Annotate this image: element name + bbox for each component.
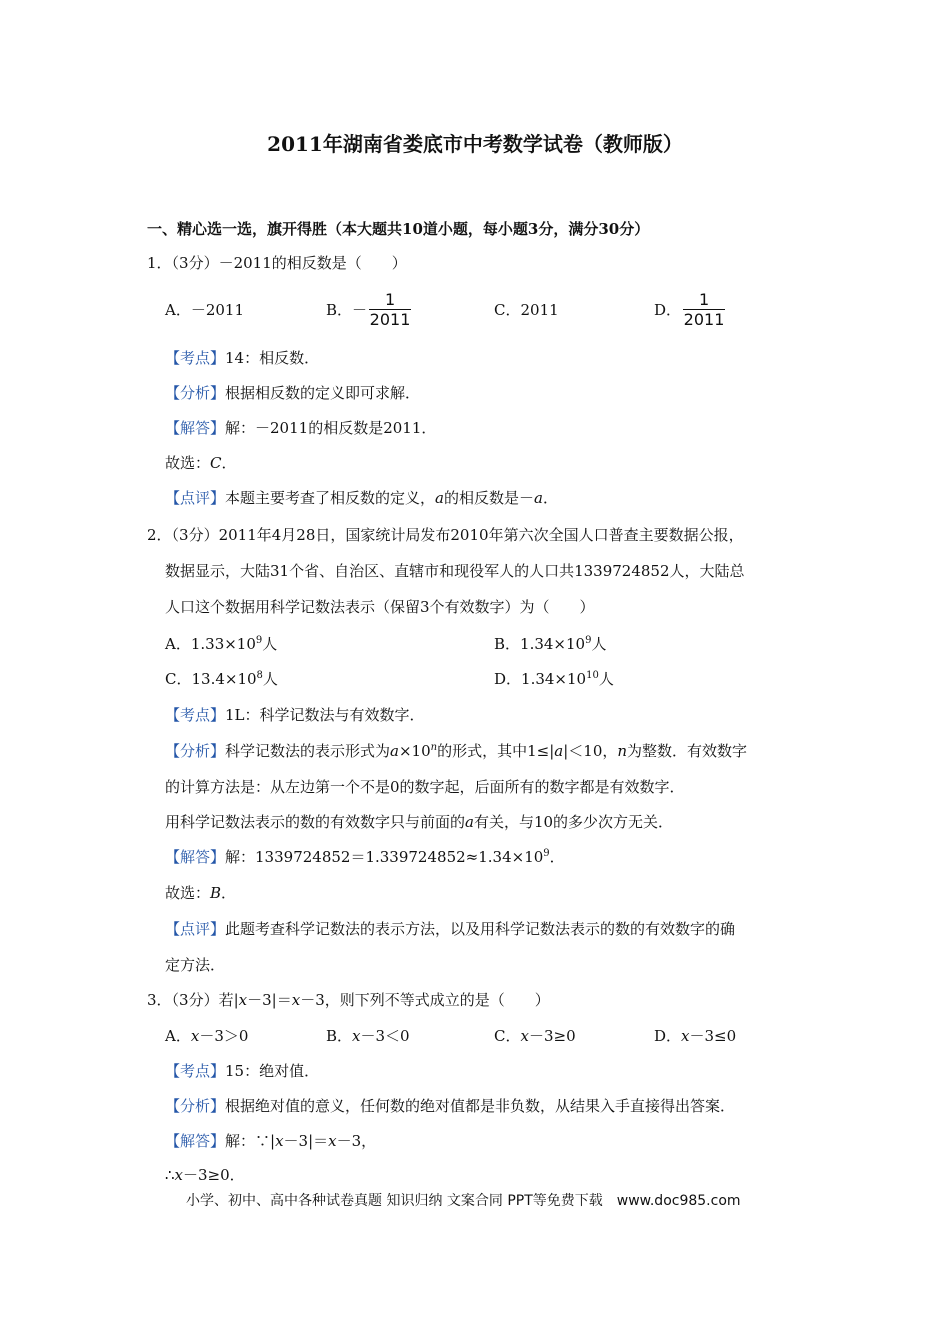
q1-option-d (654, 291, 725, 328)
q1-answer (165, 453, 237, 473)
q2-option-a-exponent: 9 (255, 635, 263, 646)
page-title: 2011年湖南省娄底市中考数学试卷（教师版） (267, 132, 683, 156)
q2-fenxi-times-ten: ×10 (398, 742, 431, 760)
q1-kaodian-text: 14：相反数． (225, 349, 320, 367)
q2-fenxi-text: 科学记数法的表示形式为 (225, 742, 391, 760)
q3-option-d (654, 1026, 736, 1046)
q1-option-d-denominator: 2011 (683, 310, 725, 329)
q2-jieda-exponent: 9 (543, 848, 550, 859)
q2-kaodian (165, 705, 425, 725)
q2-option-a-text: A．1.33×10 (165, 635, 256, 653)
q1-dianping (165, 488, 558, 508)
q1-answer-prefix: 故选： (165, 454, 211, 472)
q1-jieda (165, 418, 436, 438)
q2-answer-letter: B (210, 884, 222, 902)
q2-option-b-exponent: 9 (585, 635, 592, 646)
q3-option-d-label: D． (654, 1027, 682, 1045)
q3-kaodian (165, 1061, 319, 1081)
q3-option-d-var: x (681, 1027, 690, 1045)
q1-option-b-denominator: 2011 (369, 310, 411, 329)
fenxi-tag: 【分析】 (165, 742, 226, 760)
q2-option-b-unit: 人 (591, 635, 607, 653)
q3-jieda-var-x: x (275, 1132, 284, 1150)
q2-jieda (165, 847, 565, 867)
q1-kaodian (165, 348, 319, 368)
jieda-tag: 【解答】 (165, 1132, 226, 1150)
q2-fenxi-line3-text: 用科学记数法表示的数的有效数字只与前面的 (165, 813, 466, 831)
therefore-symbol: ∴ (165, 1166, 175, 1184)
q1-dianping-text: 本题主要考查了相反数的定义， (225, 489, 436, 507)
q3-jieda (165, 1131, 376, 1151)
jieda-tag: 【解答】 (165, 848, 226, 866)
q1-fenxi (165, 383, 420, 403)
q3-option-d-text: －3≤0 (689, 1027, 737, 1045)
q2-option-c-text: C．13.4×10 (165, 670, 257, 688)
q3-option-b-label: B． (326, 1027, 353, 1045)
q2-option-c-unit: 人 (262, 670, 278, 688)
q3-option-b-text: －3＜0 (360, 1027, 410, 1045)
q1-option-b (326, 291, 411, 328)
jieda-tag: 【解答】 (165, 419, 226, 437)
q3-therefore (165, 1165, 245, 1185)
fenxi-tag: 【分析】 (165, 1097, 226, 1115)
q2-jieda-text-end: ． (549, 848, 565, 866)
q3-stem-var-x2: x (291, 991, 301, 1009)
q2-fenxi-var-a2: a (554, 742, 564, 760)
q2-option-a-unit: 人 (262, 635, 278, 653)
q3-therefore-text: －3≥0． (183, 1166, 245, 1184)
q3-stem-var-x: x (238, 991, 248, 1009)
q1-answer-suffix: ． (221, 454, 237, 472)
q3-option-c-var: x (520, 1027, 529, 1045)
q1-option-a: A．－2011 (165, 301, 245, 319)
q3-fenxi (165, 1096, 735, 1116)
q2-option-d-text: D．1.34×10 (494, 670, 587, 688)
q3-jieda-var-x2: x (328, 1132, 337, 1150)
q1-option-c: C．2011 (494, 301, 559, 319)
q3-option-c (494, 1026, 576, 1046)
q2-option-d (494, 669, 614, 689)
q2-fenxi-var-n: n (617, 742, 628, 760)
q3-stem-text: 3．（3分）若| (147, 991, 239, 1009)
q2-option-d-exponent: 10 (586, 670, 599, 681)
q2-fenxi-var-a: a (390, 742, 399, 760)
q2-stem-line3: 人口这个数据用科学记数法表示（保留3个有效数字）为（ ） (165, 598, 595, 616)
q3-option-a-var: x (190, 1027, 200, 1045)
q1-option-b-numerator: 1 (369, 291, 411, 310)
q1-stem: 1．（3分）－2011的相反数是（ ） (147, 254, 407, 272)
q3-stem-text-mid: －3|＝ (247, 991, 292, 1009)
q2-dianping-text: 此题考查科学记数法的表示方法，以及用科学记数法表示的数的有效数字的确 (225, 920, 736, 938)
kaodian-tag: 【考点】 (165, 706, 226, 724)
q3-therefore-var-x: x (174, 1166, 184, 1184)
q2-option-b-text: B．1.34×10 (494, 635, 586, 653)
q3-option-b (326, 1026, 410, 1046)
q2-kaodian-text: 1L：科学记数法与有效数字． (225, 706, 425, 724)
q1-option-b-fraction (369, 291, 411, 328)
q2-jieda-text: 解：1339724852＝1.339724852≈1.34×10 (225, 848, 544, 866)
q3-option-a (165, 1026, 248, 1046)
section-heading: 一、精心选一选，旗开得胜（本大题共10道小题，每小题3分，满分30分） (147, 220, 650, 238)
q1-dianping-var-a: a (435, 489, 444, 507)
q2-option-d-unit: 人 (598, 670, 614, 688)
q3-stem-text-end: －3，则下列不等式成立的是（ ） (300, 991, 550, 1009)
q2-fenxi-text-end: 为整数．有效数字 (627, 742, 748, 760)
q2-stem-line1: 2．（3分）2011年4月28日，国家统计局发布2010年第六次全国人口普查主要数据公报， (147, 526, 744, 544)
q2-option-b (494, 634, 606, 654)
q1-fenxi-text: 根据相反数的定义即可求解． (225, 384, 421, 402)
kaodian-tag: 【考点】 (165, 349, 226, 367)
q3-jieda-text-mid: －3|＝ (283, 1132, 329, 1150)
q1-dianping-var-a2: a (534, 489, 543, 507)
q2-dianping (165, 919, 735, 939)
q1-option-d-prefix: D． (654, 300, 682, 319)
q3-option-c-text: －3≥0 (528, 1027, 576, 1045)
dianping-tag: 【点评】 (165, 489, 226, 507)
q2-answer (165, 883, 236, 903)
q1-answer-letter: C (210, 454, 222, 472)
q3-fenxi-text: 根据绝对值的意义，任何数的绝对值都是非负数，从结果入手直接得出答案． (225, 1097, 736, 1115)
q1-dianping-text-mid: 的相反数是－ (443, 489, 534, 507)
q2-fenxi-line3-text-end: 有关，与10的多少次方无关． (473, 813, 674, 831)
q3-option-a-text: －3＞0 (199, 1027, 249, 1045)
q2-stem-line2: 数据显示，大陆31个省、自治区、直辖市和现役军人的人口共1339724852人，大陆总 (165, 562, 745, 580)
q3-option-c-label: C． (494, 1027, 521, 1045)
q2-fenxi-text-mid2: |＜10， (563, 742, 618, 760)
q2-fenxi-exponent-n: n (430, 742, 438, 753)
q2-answer-prefix: 故选： (165, 884, 211, 902)
q2-fenxi-line2: 的计算方法是：从左边第一个不是0的数字起，后面所有的数字都是有效数字． (165, 778, 685, 796)
q1-option-b-prefix: B．－ (326, 300, 368, 319)
q1-jieda-text: 解：－2011的相反数是2011． (225, 419, 437, 437)
q2-fenxi-line3-var-a: a (465, 813, 474, 831)
q2-dianping-line2: 定方法． (165, 956, 226, 974)
q3-option-b-var: x (352, 1027, 361, 1045)
q3-jieda-text: 解：∵| (225, 1132, 276, 1150)
q2-option-c-exponent: 8 (256, 670, 263, 681)
q2-fenxi-line3 (165, 812, 673, 832)
footer-promo: 小学、初中、高中各种试卷真题 知识归纳 文案合同 PPT等免费下载 www.doc985.com (186, 1193, 741, 1209)
q3-kaodian-text: 15：绝对值． (225, 1062, 320, 1080)
q2-option-a (165, 634, 277, 654)
q1-option-d-fraction (683, 291, 725, 328)
q3-jieda-text-end: －3， (336, 1132, 377, 1150)
q1-option-d-numerator: 1 (683, 291, 725, 310)
dianping-tag: 【点评】 (165, 920, 226, 938)
q3-option-a-label: A． (165, 1027, 191, 1045)
fenxi-tag: 【分析】 (165, 384, 226, 402)
q2-fenxi-text-mid: 的形式，其中1≤| (437, 742, 555, 760)
kaodian-tag: 【考点】 (165, 1062, 226, 1080)
q2-fenxi (165, 741, 747, 761)
q2-option-c (165, 669, 278, 689)
q2-answer-suffix: ． (221, 884, 237, 902)
q3-stem (147, 990, 550, 1010)
q1-dianping-text-end: ． (542, 489, 558, 507)
